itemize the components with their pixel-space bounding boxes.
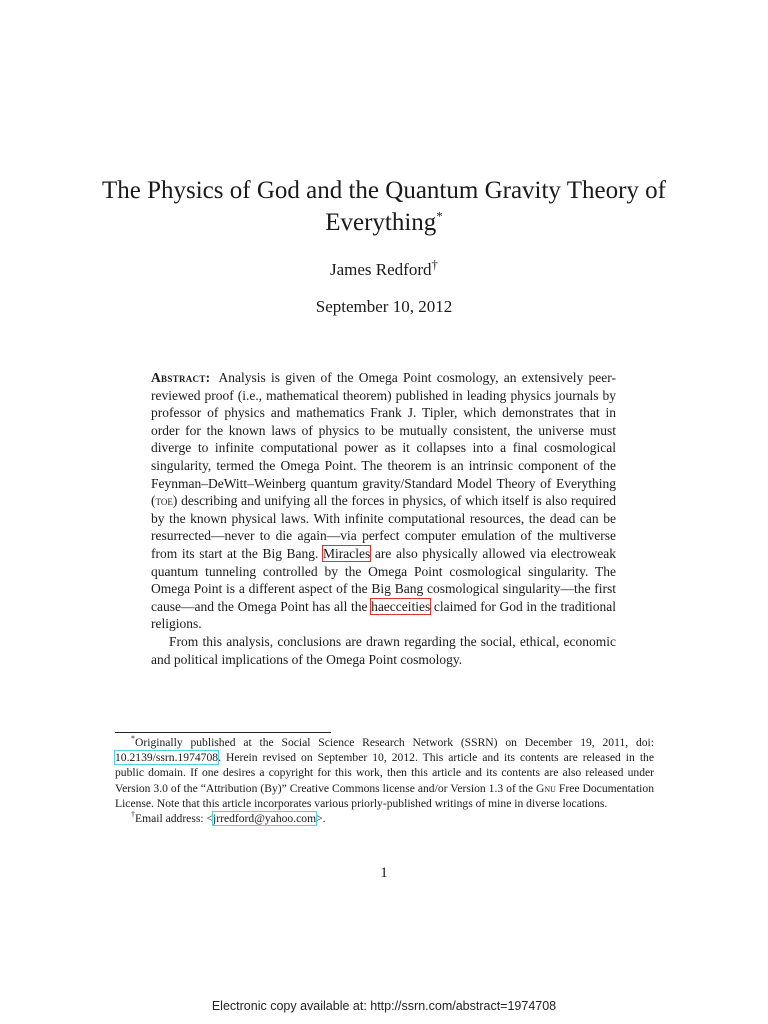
footnote-2 [115,811,654,826]
abstract-text: claimed for God in the traditional religions. [151,598,617,632]
footnote-text: Originally published at the Social Science Research Network (SSRN) on December 19, 2011, doi: [135,736,654,749]
miracles-link[interactable]: Miracles [323,545,371,561]
author-footnote-mark[interactable]: † [431,256,438,272]
footnote-text: Free Documentation License. Note that this article incorporates various priorly-published writings of mine in diverse locations. [115,781,654,810]
abstract [151,369,616,668]
footnote-2-mark: † [131,810,135,820]
email-link[interactable]: jrredford@yahoo.com [213,812,317,826]
footnote-1 [115,735,654,811]
title-text: The Physics of God and the Quantum Gravity Theory of Everything [101,177,666,236]
abstract-text: are also physically allowed via electroweak quantum tunneling controlled by the Omega Point cosmological singularity. The Omega Point is a different aspect of the Big Bang cosmological singularity—the first cause—and the Omega Point has all the [151,545,617,614]
abstract-paragraph-2: From this analysis, conclusions are drawn regarding the social, ethical, economic and political implications of the Omega Point cosmology. [151,633,616,667]
author-name: James Redford [329,260,432,279]
paper-author [0,256,768,280]
page-number: 1 [380,865,388,881]
footnote-1-mark: * [131,734,135,744]
footnotes [115,735,654,826]
haecceities-link[interactable]: haecceities [371,598,431,614]
footnote-text: Email address: < [135,812,214,826]
toe-abbreviation: toe [155,493,173,509]
doi-link[interactable]: 10.2139/ssrn.1974708 [115,751,219,765]
footnote-text: . Herein revised on September 10, 2012. This article and its contents are released in the public domain. If one desires a copyright for this work, then this article and its contents are also released under Version 3.0 of the “Attribution (By)” Creative Commons license and/or Version 1.3 of the [115,751,654,795]
footnote-rule [115,732,331,733]
paper-date: September 10, 2012 [315,297,453,316]
paper-title [100,175,668,239]
ssrn-notice: Electronic copy available at: http://ssrn.com/abstract=1974708 [211,999,557,1013]
title-footnote-mark[interactable]: * [436,208,443,224]
abstract-paragraph-1 [151,369,616,633]
gnu-abbreviation: Gnu [535,781,556,795]
footnote-text: >. [316,812,326,826]
abstract-text: ) describing and unifying all the forces in physics, of which itself is also required by the known physical laws. With infinite computational resources, the dead can be resurrected—never to die again—via perfect computer emulation of the multiverse from its start at the Big Bang. [151,493,616,561]
abstract-text: Analysis is given of the Omega Point cosmology, an extensively peer-reviewed proof (i.e., mathematical theorem) published in leading physics journals by professor of physics and mathematics Frank J. Tipler, which demonstrates that in order for the known laws of physics to be mutually consistent, the universe must diverge to infinite computational power as it collapses into a final cosmological singularity, termed the Omega Point. The theorem is an intrinsic component of the Feynman–DeWitt–Weinberg quantum gravity/Standard Model Theory of Everything ( [151,370,616,509]
abstract-label: Abstract: [151,370,211,385]
